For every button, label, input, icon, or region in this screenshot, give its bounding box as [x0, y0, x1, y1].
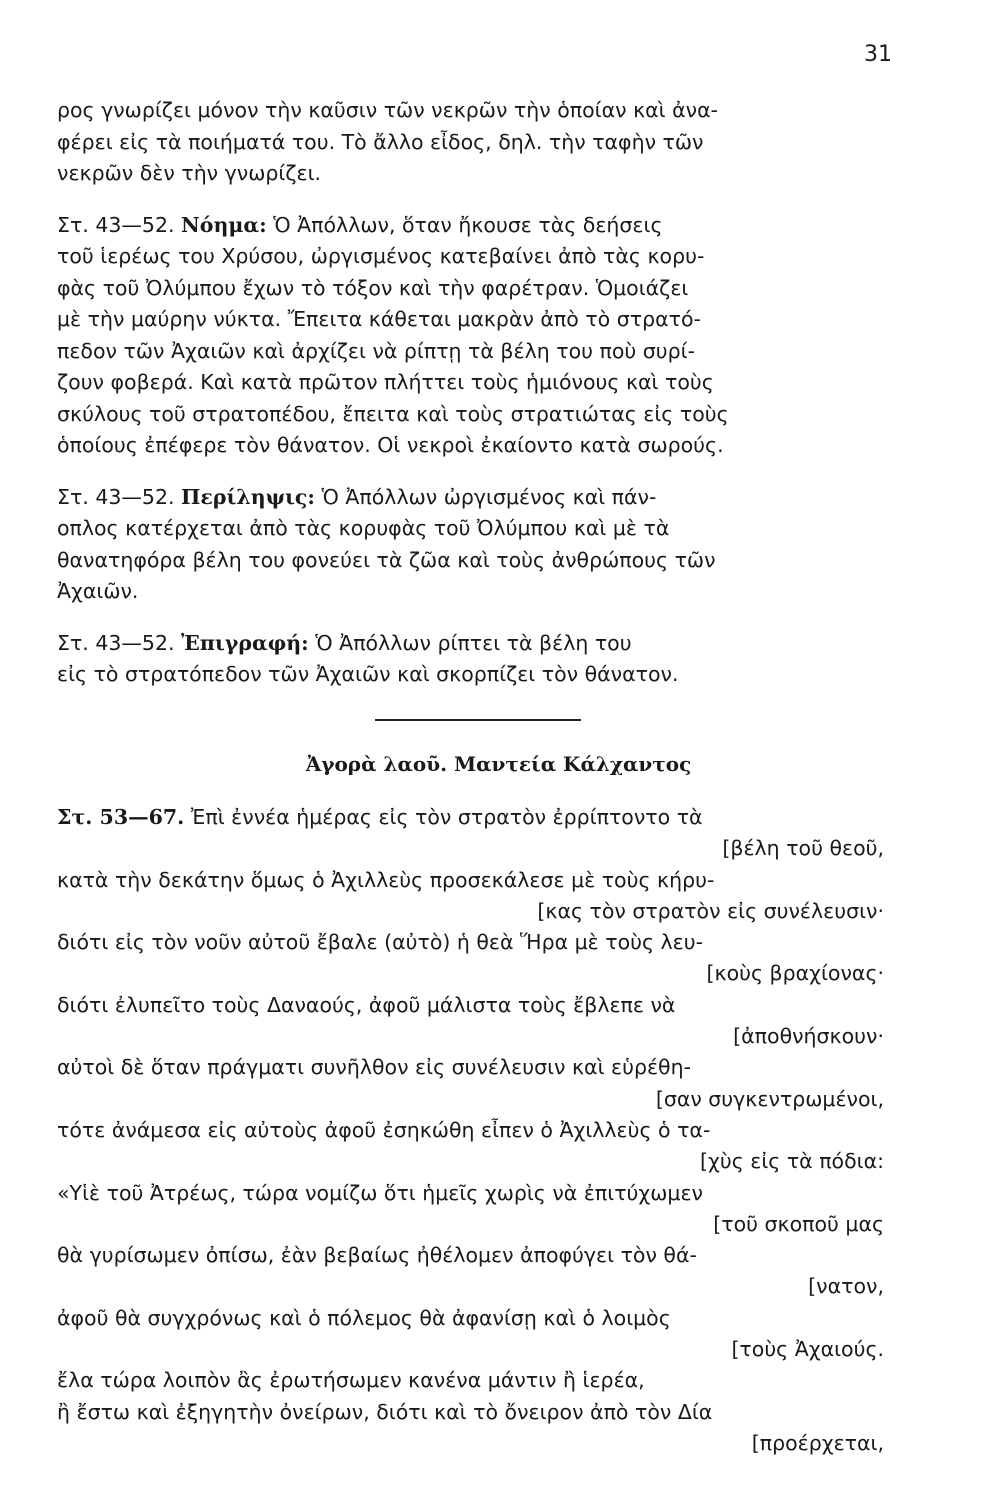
text-segment: Ὁ Ἀπόλλων ρίπτει τὰ βέλη του [315, 630, 632, 655]
verse-ref: Στ. 43—52. [57, 484, 175, 509]
text-line: τοῦ ἱερέως του Χρύσου, ὠργισμένος κατεβαίνει ἀπὸ τὰς κορυ- [57, 244, 705, 268]
text-line: πεδον τῶν Ἀχαιῶν καὶ ἀρχίζει νὰ ρίπτῃ τὰ βέλη του ποὺ συρί- [57, 338, 695, 363]
text-line: νεκρῶν δὲν τὴν γνωρίζει. [57, 161, 322, 185]
verse-translation [57, 802, 890, 1459]
verse-line: ἢ ἔστω καὶ ἐξηγητὴν ὀνείρων, διότι καὶ τὸ ὄνειρον ἀπὸ τὸν Δία [57, 1399, 713, 1424]
text-line: μὲ τὴν μαύρην νύκτα. Ἔπειτα κάθεται μακρὰν ἀπὸ τὸ στρατό- [57, 307, 701, 331]
verse-line: κατὰ τὴν δεκάτην ὅμως ὁ Ἀχιλλεὺς προσεκάλεσε μὲ τοὺς κήρυ- [57, 867, 715, 892]
text-line: θανατηφόρα βέλη του φονεύει τὰ ζῶα καὶ τοὺς ἀνθρώπους τῶν [57, 547, 716, 572]
text-line: σκύλους τοῦ στρατοπέδου, ἔπειτα καὶ τοὺς στρατιώτας εἰς τοὺς [57, 401, 729, 426]
verse-line: ἀφοῦ θὰ συγχρόνως καὶ ὁ πόλεμος θὰ ἀφανίσῃ καὶ ὁ λοιμὸς [57, 1305, 671, 1330]
text-segment: Ὁ Ἀπόλλων, ὅταν ἤκουσε τὰς δεήσεις [273, 212, 663, 237]
verse-continuation: [βέλη τοῦ θεοῦ, [722, 836, 884, 861]
text-line [57, 482, 890, 514]
verse-continuation: [νατον, [808, 1274, 884, 1299]
page-number: 31 [864, 42, 892, 67]
section-label: Περίληψις: [181, 484, 315, 509]
text-line: οπλος κατέρχεται ἀπὸ τὰς κορυφὰς τοῦ Ὀλύμπου καὶ μὲ τὰ [57, 516, 670, 540]
text-line: ρος γνωρίζει μόνον τὴν καῦσιν τῶν νεκρῶν τὴν ὁποίαν καὶ ἀνα- [57, 98, 718, 122]
text-line [57, 210, 890, 242]
verse-continuation: [σαν συγκεντρωμένοι, [655, 1086, 884, 1111]
verse-ref: Στ. 43—52. [57, 630, 175, 655]
verse-line: διότι εἰς τὸν νοῦν αὐτοῦ ἔβαλε (αὐτὸ) ἡ θεὰ Ἥρα μὲ τοὺς λευ- [57, 930, 704, 955]
text-line: ζουν φοβερά. Καὶ κατὰ πρῶτον πλήττει τοὺς ἡμιόνους καὶ τοὺς [57, 370, 714, 394]
verse-continuation: [χὺς εἰς τὰ πόδια: [700, 1149, 884, 1174]
verse-continuation: [κοὺς βραχίονας· [706, 961, 884, 986]
page-body [57, 95, 890, 1459]
perilipsis-paragraph [57, 482, 890, 608]
verse-line: ἔλα τώρα λοιπὸν ἂς ἐρωτήσωμεν κανένα μάντιν ἢ ἱερέα, [57, 1368, 645, 1393]
verse-ref: Στ. 53—67. [57, 805, 185, 829]
text-line: Ἀχαιῶν. [57, 579, 139, 603]
section-label: Νόημα: [181, 212, 267, 237]
text-segment: Ὁ Ἀπόλλων ὠργισμένος καὶ πάν- [321, 484, 657, 509]
epigrafi-paragraph [57, 628, 890, 691]
verse-continuation: [τοὺς Ἀχαιούς. [731, 1337, 884, 1362]
text-line: ὁποίους ἐπέφερε τὸν θάνατον. Οἱ νεκροὶ ἐκαίοντο κατὰ σωρούς. [57, 433, 724, 457]
section-divider [375, 719, 581, 721]
noima-paragraph [57, 210, 890, 462]
text-line: φὰς τοῦ Ὀλύμπου ἔχων τὸ τόξον καὶ τὴν φαρέτραν. Ὁμοιάζει [57, 275, 689, 300]
text-line: φέρει εἰς τὰ ποιήματά του. Τὸ ἄλλο εἶδος, δηλ. τὴν ταφὴν τῶν [57, 129, 704, 154]
verse-line [57, 802, 890, 833]
verse-line: θὰ γυρίσωμεν ὀπίσω, ἐὰν βεβαίως ἠθέλομεν ἀποφύγει τὸν θά- [57, 1243, 697, 1268]
verse-line: αὐτοὶ δὲ ὅταν πράγματι συνῆλθον εἰς συνέλευσιν καὶ εὑρέθη- [57, 1055, 691, 1080]
verse-continuation: [κας τὸν στρατὸν εἰς συνέλευσιν· [537, 898, 884, 923]
verse-continuation: [προέρχεται, [751, 1430, 884, 1455]
verse-continuation: [τοῦ σκοποῦ μας [713, 1211, 884, 1236]
text-line [57, 628, 890, 660]
section-label: Ἐπιγραφή: [181, 630, 309, 655]
intro-paragraph [57, 95, 890, 190]
text-line: εἰς τὸ στρατόπεδον τῶν Ἀχαιῶν καὶ σκορπίζει τὸν θάνατον. [57, 662, 679, 686]
verse-line: διότι ἐλυπεῖτο τοὺς Δαναούς, ἀφοῦ μάλιστα τοὺς ἔβλεπε νὰ [57, 992, 676, 1017]
section-title: Ἀγορὰ λαοῦ. Μαντεία Κάλχαντος [305, 751, 692, 776]
verse-ref: Στ. 43—52. [57, 212, 175, 237]
text-segment: Ἐπὶ ἐννέα ἡμέρας εἰς τὸν στρατὸν ἐρρίπτοντο τὰ [190, 805, 703, 829]
verse-continuation: [ἀποθνήσκουν· [733, 1024, 884, 1049]
verse-line: τότε ἀνάμεσα εἰς αὐτοὺς ἀφοῦ ἐσηκώθη εἶπεν ὁ Ἀχιλλεὺς ὁ τα- [57, 1117, 711, 1142]
verse-line: «Υἱὲ τοῦ Ἀτρέως, τώρα νομίζω ὅτι ἡμεῖς χωρὶς νὰ ἐπιτύχωμεν [57, 1180, 703, 1205]
